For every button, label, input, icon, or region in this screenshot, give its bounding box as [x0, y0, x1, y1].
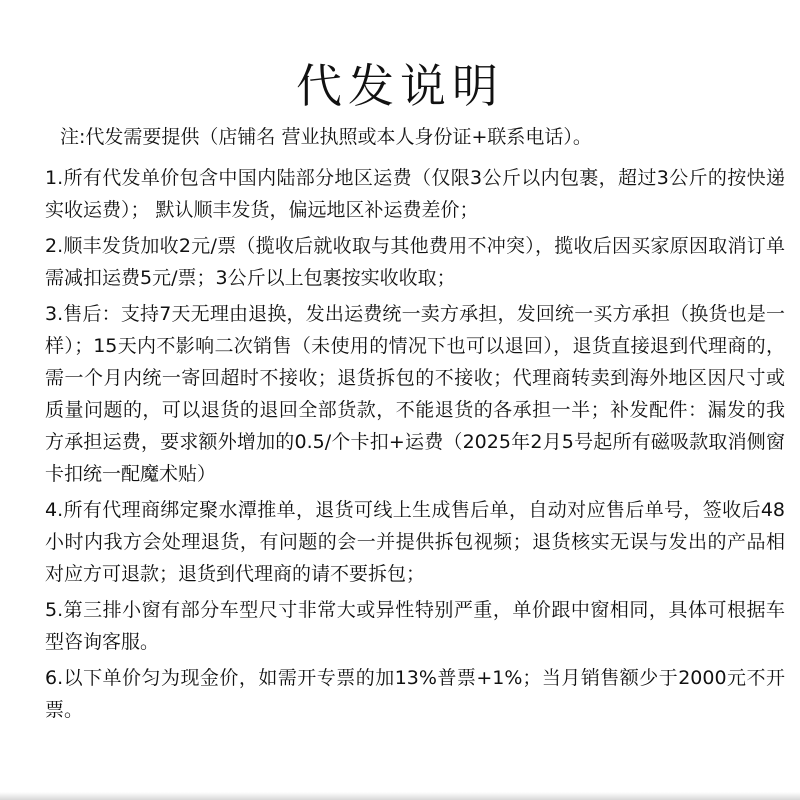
policy-item-invoice: 6.以下单价匀为现金价，如需开专票的加13%普票+1%；当月销售额少于2000元不开票。 [45, 667, 785, 721]
page-bottom-edge [0, 792, 800, 800]
policy-item-returns-process: 4.所有代理商绑定聚水潭推单，退货可线上生成售后单，自动对应售后单号，签收后48小时内我方会处理退货，有问题的会一并提供拆包视频；退货核实无误与发出的产品相对应方可退款；退货到代理商的请不要拆包； [45, 499, 785, 585]
policy-list [45, 162, 785, 730]
policy-item-sf-surcharge: 2.顺丰发货加收2元/票（揽收后就收取与其他费用不冲突），揽收后因买家原因取消订单需减扣运费5元/票；3公斤以上包裹按实收收取； [45, 235, 785, 289]
policy-item-third-row-window: 5.第三排小窗有部分车型尺寸非常大或异性特别严重，单价跟中窗相同，具体可根据车型咨询客服。 [45, 599, 785, 653]
policy-item-after-sales: 3.售后：支持7天无理由退换，发出运费统一卖方承担，发回统一买方承担（换货也是一样）；15天内不影响二次销售（未使用的情况下也可以退回），退货直接退到代理商的，需一个月内统一寄回超时不接收；退货拆包的不接收；代理商转卖到海外地区因尺寸或质量问题的，可以退货的退回全部货款，不能退货的各承担一半；补发配件：漏发的我方承担运费，要求额外增加的0.5/个卡扣+运费（2025年2月5号起所有磁吸款取消侧窗卡扣统一配魔术贴） [45, 303, 785, 485]
policy-item-shipping-fee: 1.所有代发单价包含中国内陆部分地区运费（仅限3公斤以内包裹，超过3公斤的按快递实收运费）； 默认顺丰发货，偏远地区补运费差价； [45, 167, 785, 221]
requirements-note: 注:代发需要提供（店铺名 营业执照或本人身份证+联系电话）。 [60, 126, 592, 148]
document-title: 代发说明 [296, 59, 504, 113]
